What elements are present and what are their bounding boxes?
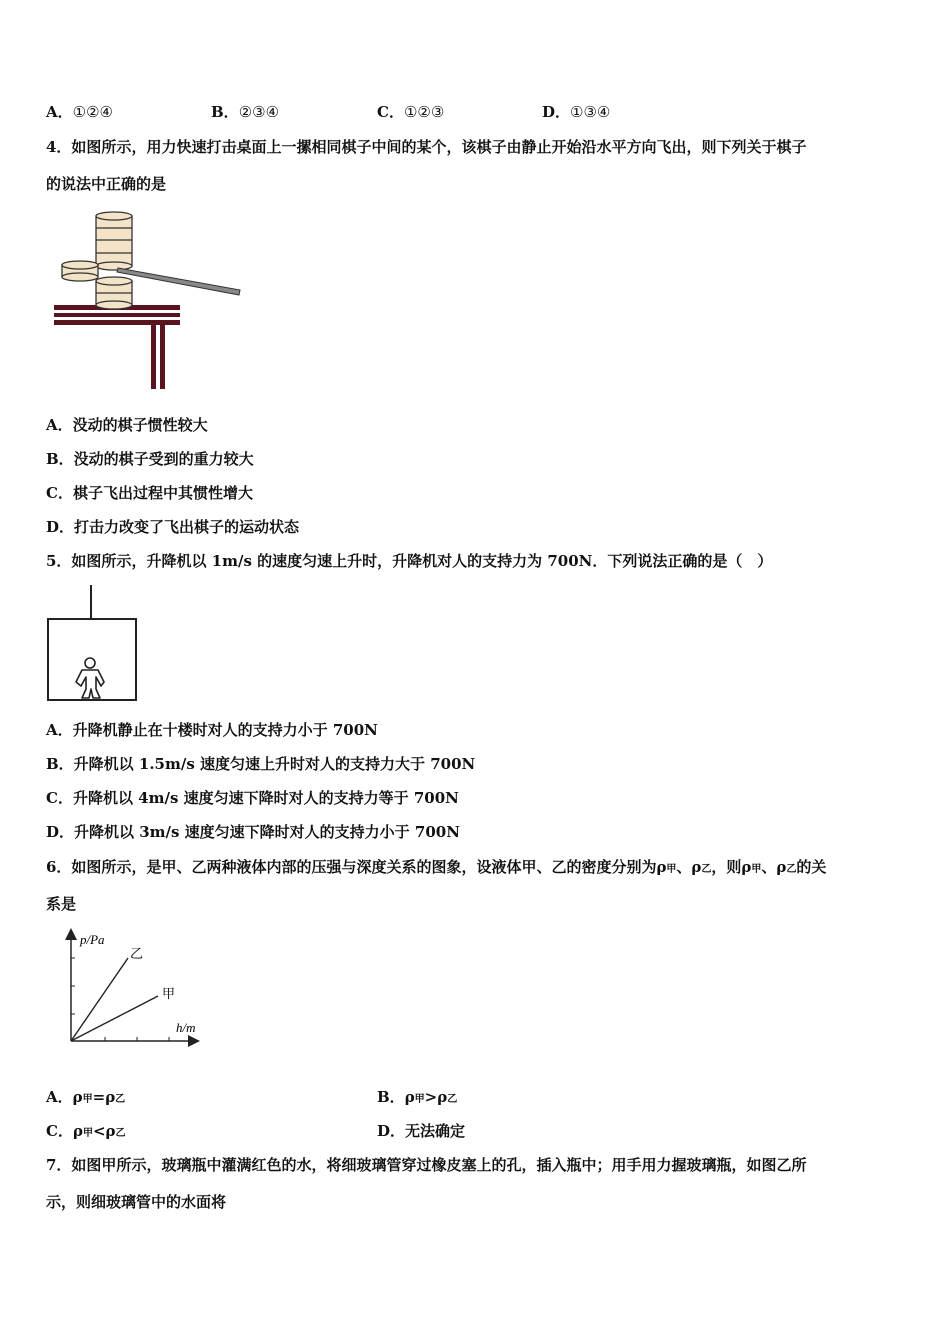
y-axis-label: p/Pa — [80, 932, 105, 947]
line-yi-label: 乙 — [130, 947, 144, 962]
q6-option-a[interactable]: A．ρ甲=ρ乙 — [46, 1088, 126, 1106]
x-axis-label: h/m — [176, 1020, 196, 1035]
q4-option-a[interactable]: A．没动的棋子惯性较大 — [46, 416, 208, 434]
line-jia — [71, 996, 158, 1041]
q4-option-d[interactable]: D．打击力改变了飞出棋子的运动状态 — [46, 518, 300, 536]
checker-stack-figure — [50, 205, 250, 395]
q3-option-a[interactable]: A．①②④ — [46, 103, 113, 121]
line-yi — [71, 958, 128, 1041]
elevator-figure — [46, 585, 141, 705]
q6-option-d[interactable]: D．无法确定 — [377, 1122, 466, 1140]
q4-option-b[interactable]: B．没动的棋子受到的重力较大 — [46, 450, 254, 468]
q4-stem-line2: 的说法中正确的是 — [46, 175, 167, 193]
q4-option-c[interactable]: C．棋子飞出过程中其惯性增大 — [46, 484, 253, 502]
q5-option-d[interactable]: D．升降机以 3m/s 速度匀速下降时对人的支持力小于 700N — [46, 823, 460, 841]
q7-stem-line2: 示，则细玻璃管中的水面将 — [46, 1193, 227, 1211]
q3-option-d[interactable]: D．①③④ — [542, 103, 611, 121]
q4-stem-line1: 4．如图所示，用力快速打击桌面上一摞相同棋子中间的某个，该棋子由静止开始沿水平方向飞出，则下列关于棋子 — [46, 138, 807, 156]
q6-option-c[interactable]: C．ρ甲<ρ乙 — [46, 1122, 126, 1140]
q5-stem: 5．如图所示，升降机以 1m/s 的速度匀速上升时，升降机对人的支持力为 700N．下列说法正确的是（ ） — [46, 552, 773, 570]
line-jia-label: 甲 — [162, 987, 176, 1002]
q3-option-b[interactable]: B．②③④ — [211, 103, 280, 121]
pressure-depth-graph — [60, 928, 210, 1048]
q5-option-c[interactable]: C．升降机以 4m/s 速度匀速下降时对人的支持力等于 700N — [46, 789, 459, 807]
q3-option-c[interactable]: C．①②③ — [377, 103, 445, 121]
q6-stem-line1: 6．如图所示，是甲、乙两种液体内部的压强与深度关系的图象，设液体甲、乙的密度分别为ρ甲、ρ乙，则ρ甲、ρ乙的关 — [46, 858, 827, 876]
q7-stem-line1: 7．如图甲所示，玻璃瓶中灌满红色的水，将细玻璃管穿过橡皮塞上的孔，插入瓶中；用手用力握玻璃瓶，如图乙所 — [46, 1156, 807, 1174]
q6-stem-line2: 系是 — [46, 895, 77, 913]
q5-option-a[interactable]: A．升降机静止在十楼时对人的支持力小于 700N — [46, 721, 378, 739]
q6-option-b[interactable]: B．ρ甲>ρ乙 — [377, 1088, 458, 1106]
q5-option-b[interactable]: B．升降机以 1.5m/s 速度匀速上升时对人的支持力大于 700N — [46, 755, 476, 773]
